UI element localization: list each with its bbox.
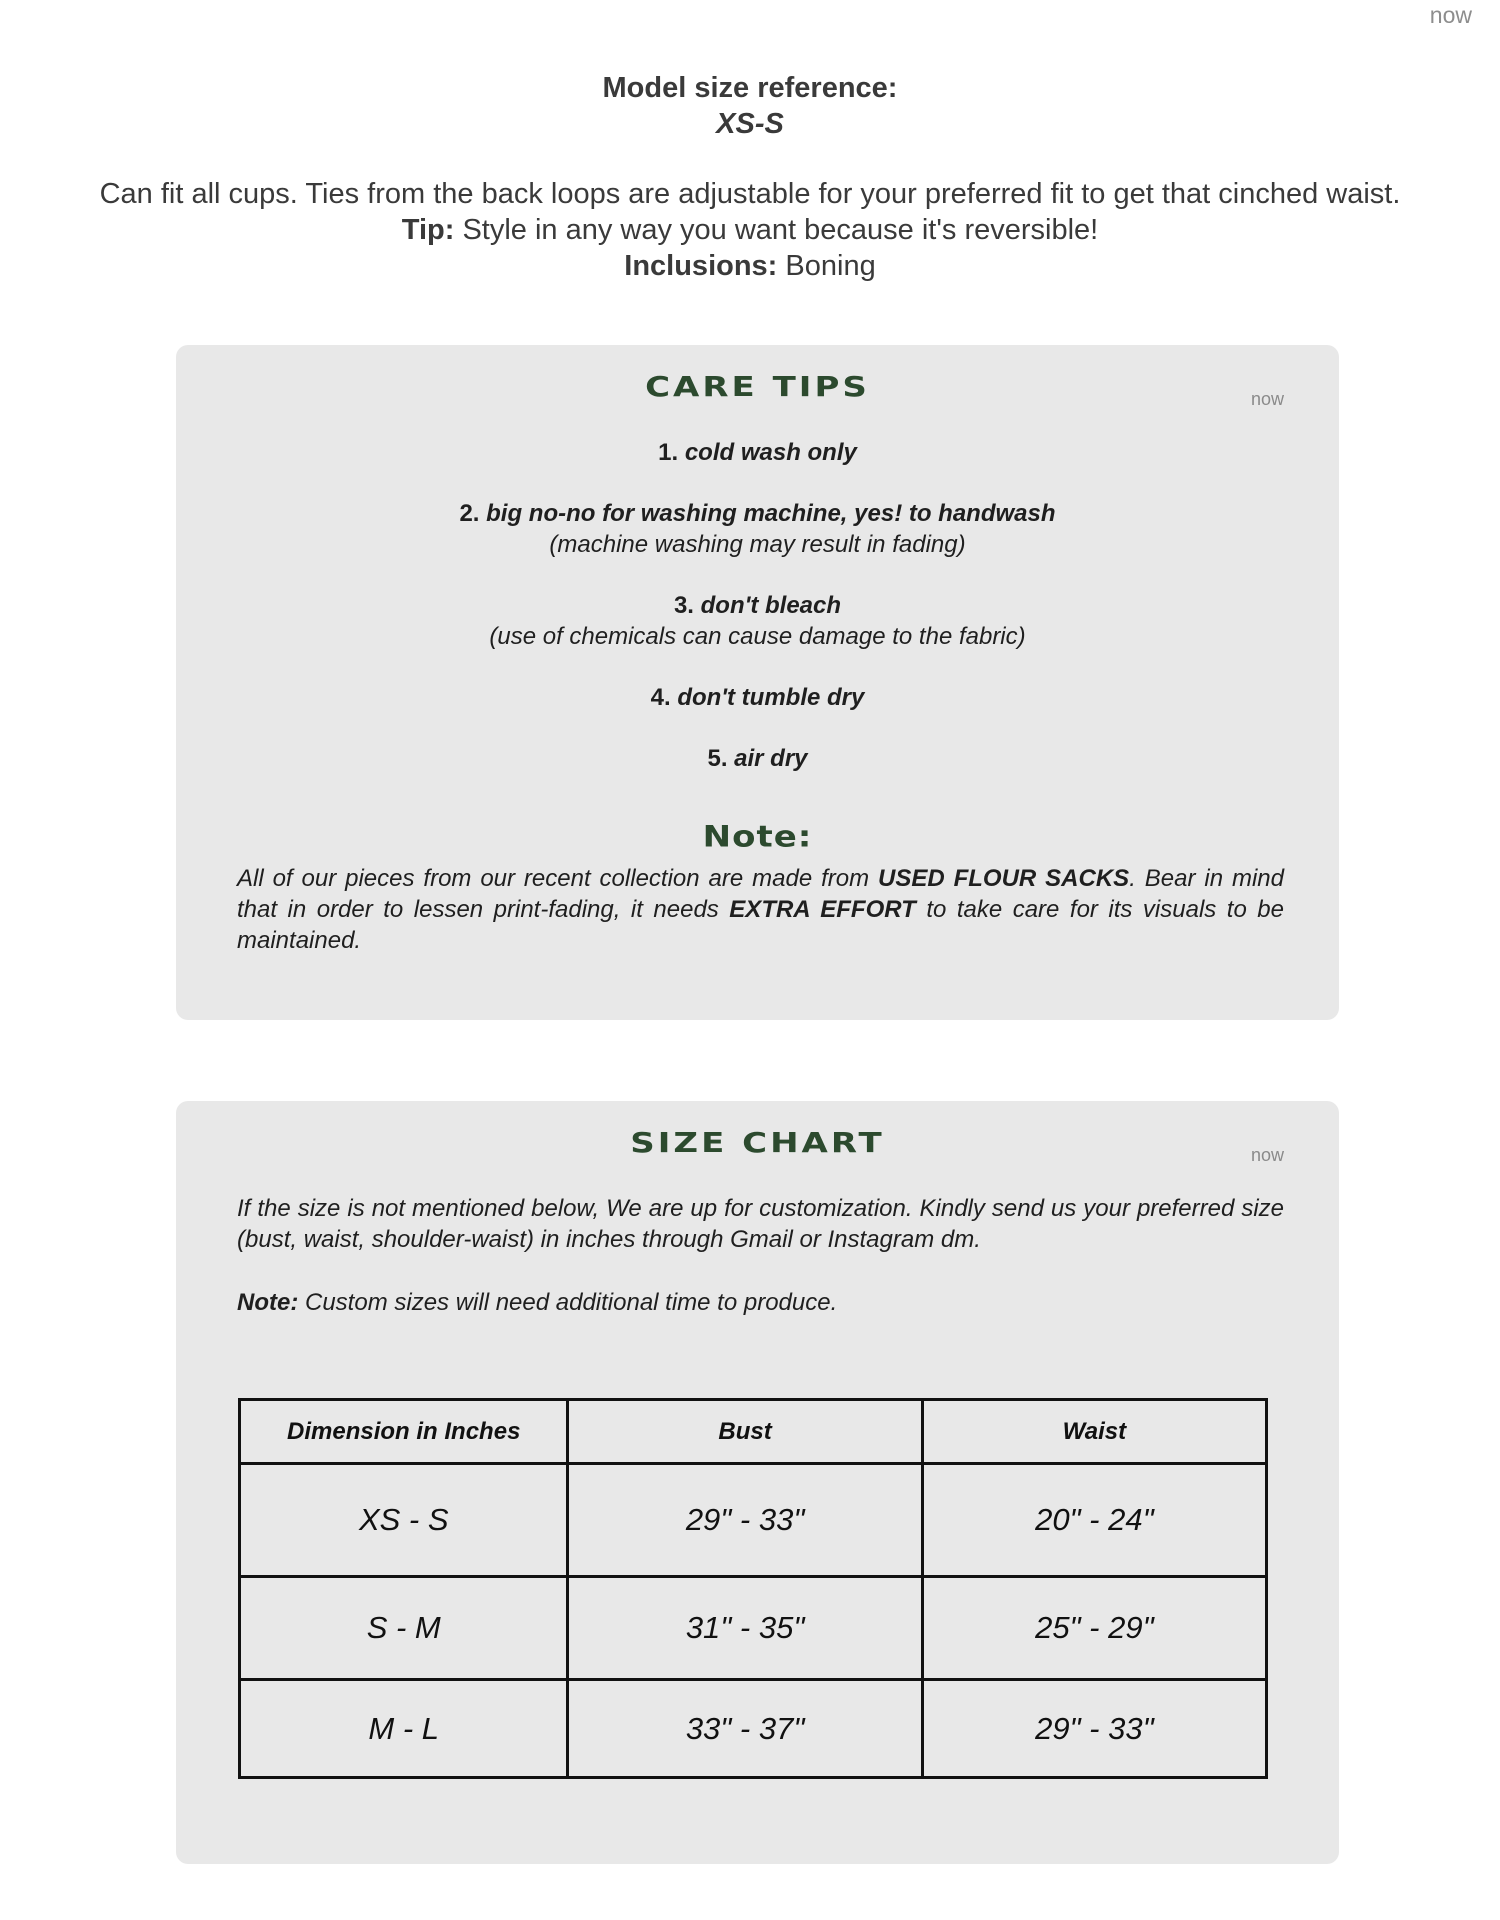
table-cell: 25" - 29" xyxy=(922,1577,1266,1680)
fit-text: Can fit all cups. Ties from the back loops are adjustable for your preferred fit to get that cinched waist. xyxy=(99,178,1401,210)
care-tip-text: cold wash only xyxy=(684,439,857,466)
care-note-body xyxy=(237,863,1284,956)
size-chart-panel xyxy=(176,1101,1339,1864)
table-cell: S - M xyxy=(240,1577,568,1680)
table-cell: 29" - 33" xyxy=(568,1464,922,1577)
care-tip-subtext: (use of chemicals can cause damage to the fabric) xyxy=(489,623,1026,650)
care-note-part: All of our pieces from our recent collection are made from xyxy=(237,865,878,892)
table-cell: XS - S xyxy=(240,1464,568,1577)
care-tip-number: 1. xyxy=(658,439,679,466)
care-note-part: . Bear in mind that in order to lessen print-fading, it needs xyxy=(237,865,1284,923)
product-intro xyxy=(0,70,1500,284)
size-note-label: Note: xyxy=(237,1289,299,1316)
size-chart-title: SIZE CHART xyxy=(630,1126,885,1160)
table-row xyxy=(240,1680,1267,1778)
model-size-label: Model size reference: xyxy=(602,72,898,104)
status-timestamp: now xyxy=(1429,2,1472,28)
care-tip-number: 3. xyxy=(673,592,694,619)
care-note-part: to take care for its visuals to be maintained. xyxy=(237,896,1284,954)
care-tip-number: 5. xyxy=(707,745,728,772)
table-cell: 33" - 37" xyxy=(568,1680,922,1778)
care-tips-panel xyxy=(176,345,1339,1020)
care-note-emphasis: EXTRA EFFORT xyxy=(729,896,916,923)
care-tip-item xyxy=(176,437,1339,468)
inclusions-text: Boning xyxy=(785,250,876,282)
tip-label: Tip: xyxy=(401,214,455,246)
care-tip-text: don't tumble dry xyxy=(677,684,865,711)
size-chart-note xyxy=(237,1287,1284,1318)
care-tip-number: 4. xyxy=(650,684,671,711)
care-tip-text: big no-no for washing machine, yes! to handwash xyxy=(486,500,1056,527)
table-header: Dimension in Inches xyxy=(240,1400,568,1464)
care-tip-item xyxy=(176,590,1339,652)
care-tip-item xyxy=(176,498,1339,560)
care-note-title: Note: xyxy=(702,820,813,854)
table-cell: M - L xyxy=(240,1680,568,1778)
care-tips-list xyxy=(176,437,1339,804)
care-tip-text: air dry xyxy=(734,745,808,772)
table-header-row xyxy=(240,1400,1267,1464)
table-row xyxy=(240,1464,1267,1577)
inclusions-line xyxy=(0,248,1500,284)
size-chart-timestamp: now xyxy=(1250,1145,1284,1165)
product-description xyxy=(0,176,1500,284)
care-tip-item xyxy=(176,682,1339,713)
size-chart-intro: If the size is not mentioned below, We are up for customization. Kindly send us your preferred size (bust, waist, shoulder-waist) in inches through Gmail or Instagram dm. xyxy=(237,1195,1284,1253)
care-note-emphasis: USED FLOUR SACKS xyxy=(878,865,1130,892)
care-tip-text: don't bleach xyxy=(700,592,842,619)
size-table xyxy=(238,1398,1268,1779)
inclusions-label: Inclusions: xyxy=(624,250,778,282)
care-tips-timestamp: now xyxy=(1250,389,1284,409)
table-row xyxy=(240,1577,1267,1680)
care-tip-item xyxy=(176,743,1339,774)
table-header: Bust xyxy=(568,1400,922,1464)
care-tip-number: 2. xyxy=(459,500,480,527)
care-tips-title: CARE TIPS xyxy=(645,370,870,404)
size-note-text: Custom sizes will need additional time to produce. xyxy=(305,1289,838,1316)
table-header: Waist xyxy=(922,1400,1266,1464)
table-cell: 29" - 33" xyxy=(922,1680,1266,1778)
table-cell: 31" - 35" xyxy=(568,1577,922,1680)
tip-text: Style in any way you want because it's reversible! xyxy=(462,214,1099,246)
tip-line xyxy=(0,212,1500,248)
model-size-value: XS-S xyxy=(716,108,784,140)
care-tip-subtext: (machine washing may result in fading) xyxy=(549,531,966,558)
table-cell: 20" - 24" xyxy=(922,1464,1266,1577)
